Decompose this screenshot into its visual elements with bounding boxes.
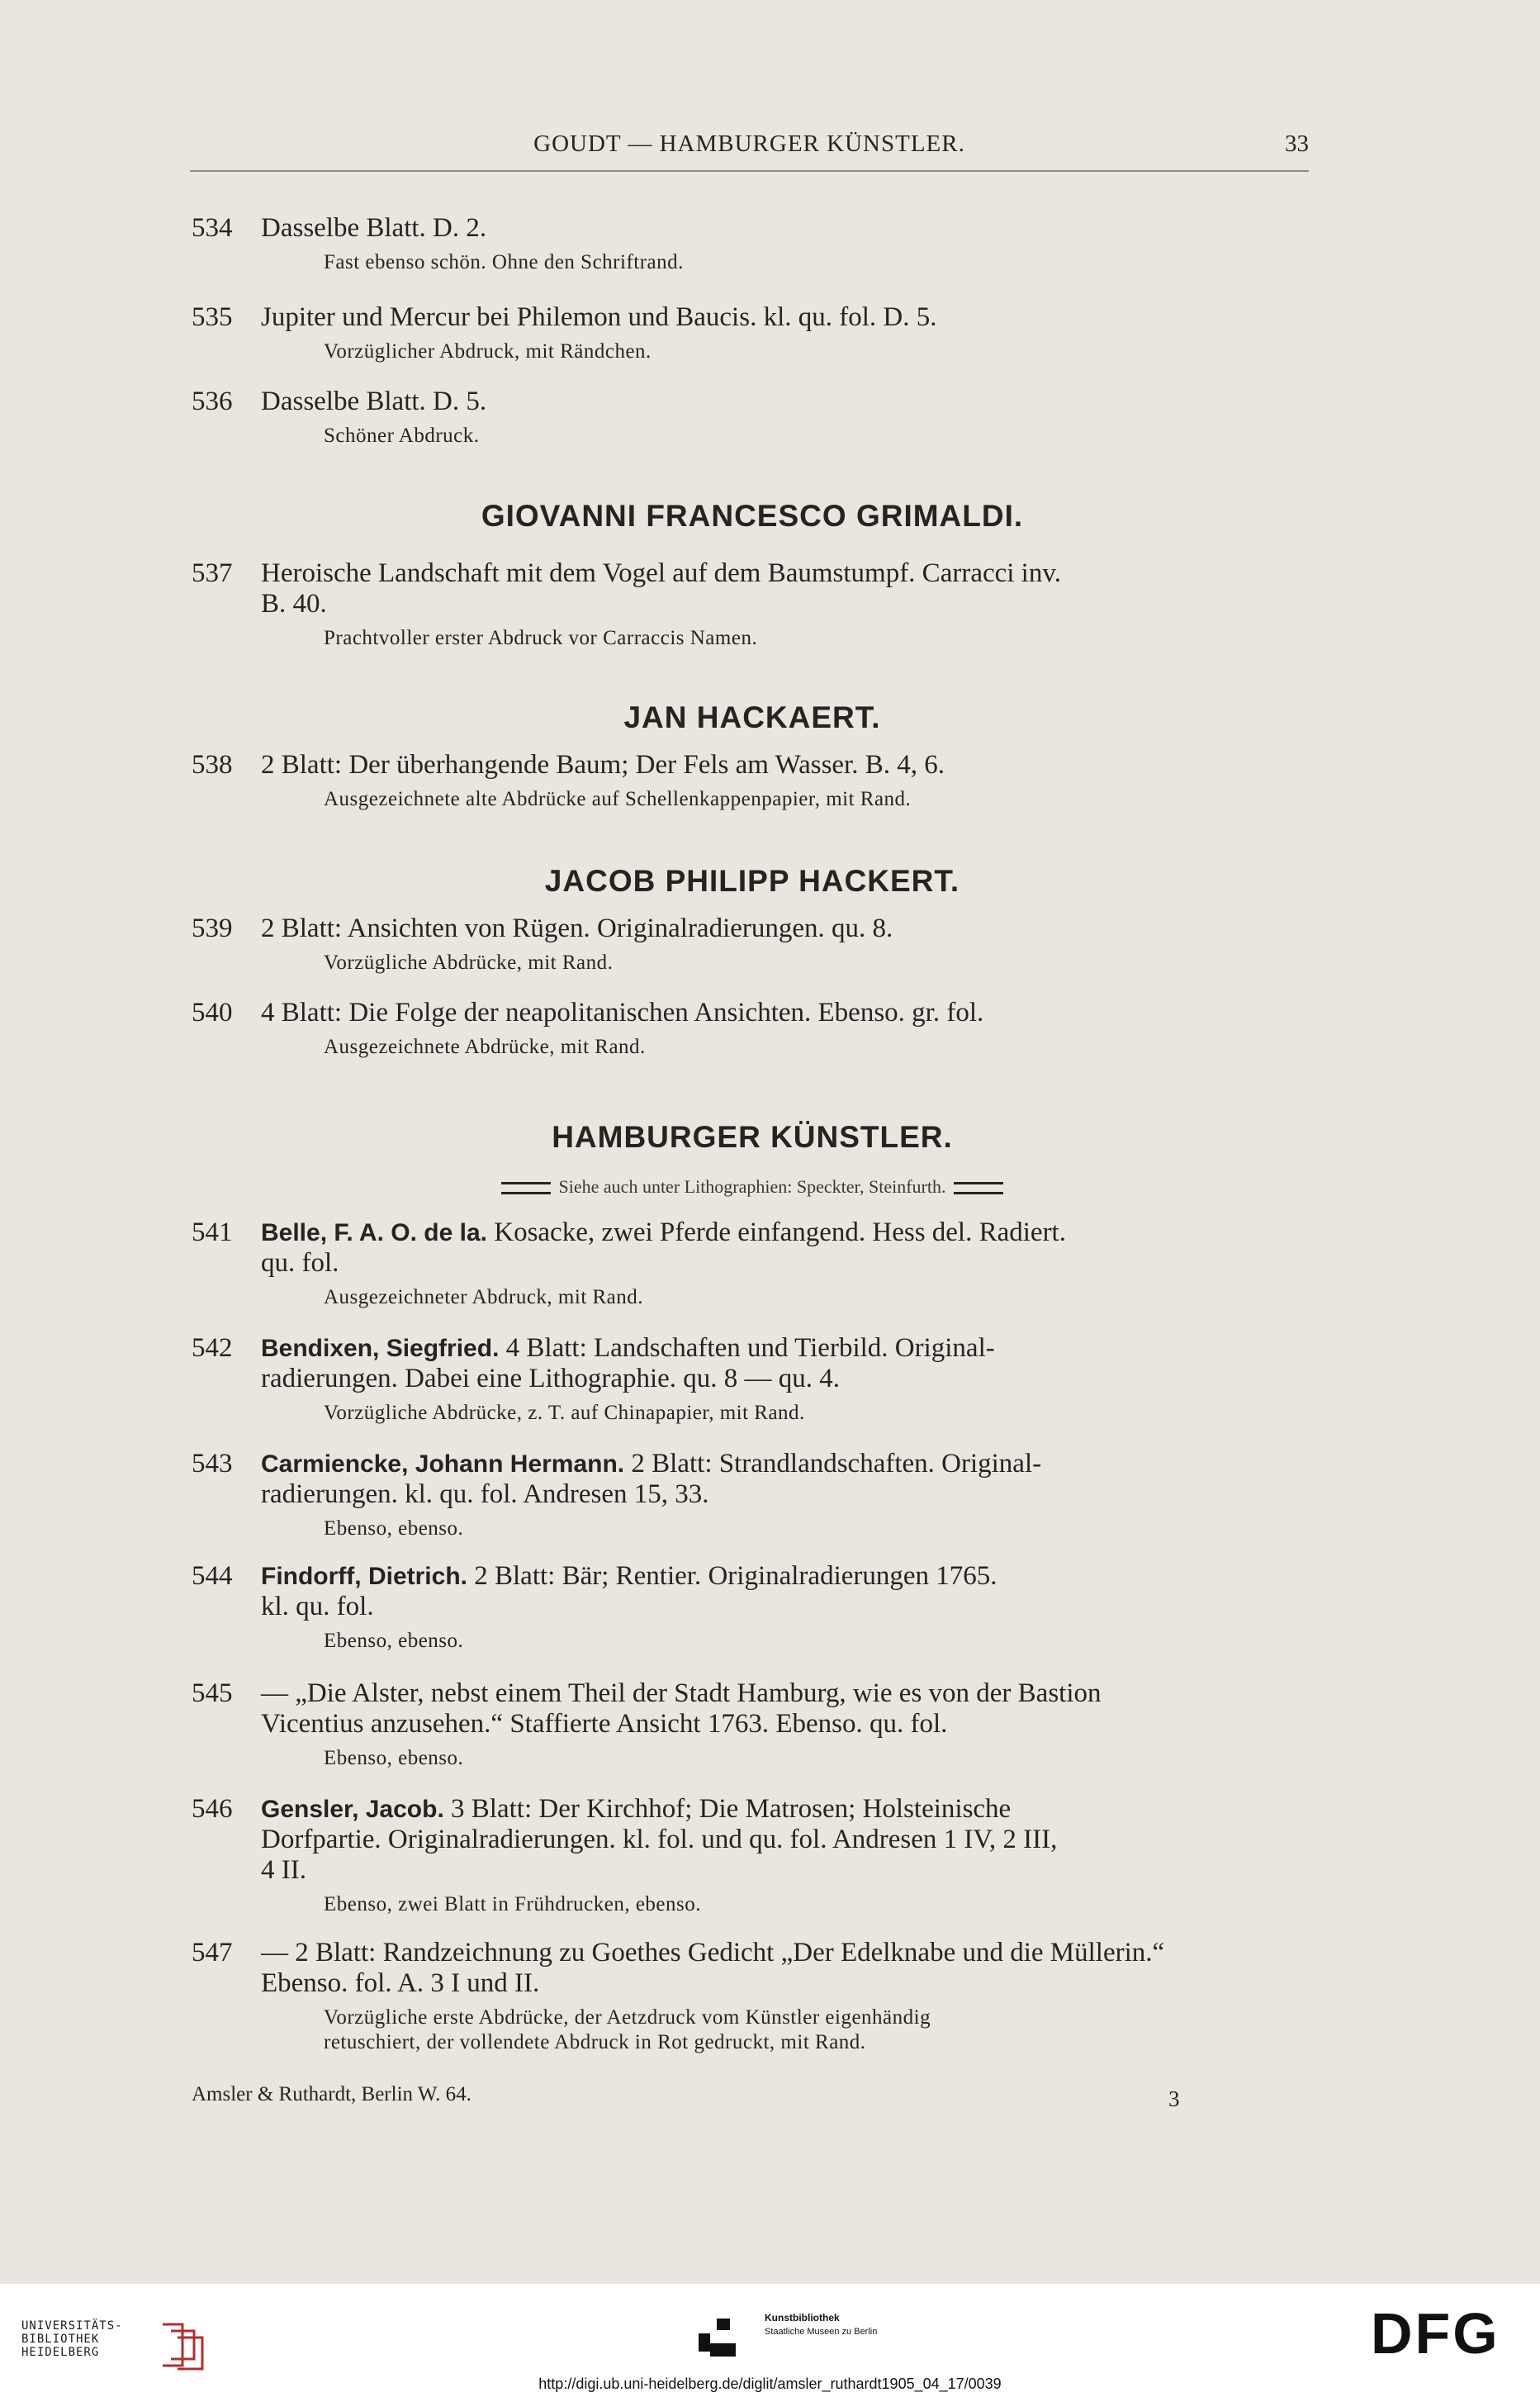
entry-description-cont: B. 40. <box>261 589 327 619</box>
condition-note: Ausgezeichnete Abdrücke, mit Rand. <box>324 1036 646 1058</box>
lot-number: 539 <box>192 914 233 943</box>
catalog-entry-539 <box>192 914 1313 975</box>
section-heading-hamburger: HAMBURGER KÜNSTLER. <box>552 1120 953 1154</box>
university-library-logo[interactable] <box>21 2319 203 2369</box>
lot-number: 546 <box>192 1794 233 1824</box>
entry-description: Dasselbe Blatt. D. 2. <box>261 213 487 243</box>
section-heading-hackert: JACOB PHILIPP HACKERT. <box>544 864 960 898</box>
condition-note: Ebenso, ebenso. <box>324 1517 464 1540</box>
entry-description: Kosacke, zwei Pferde einfangend. Hess del. Radiert. <box>486 1217 1066 1247</box>
viewer-footer-bar <box>0 2284 1540 2373</box>
cross-reference-text: Siehe auch unter Lithographien: Speckter, Steinfurth. <box>558 1176 946 1197</box>
artist-name: Belle, F. A. O. de la. <box>261 1219 487 1246</box>
lot-number: 545 <box>192 1678 233 1708</box>
lot-number: 537 <box>192 558 233 588</box>
entry-description: — 2 Blatt: Randzeichnung zu Goethes Gedicht „Der Edelknabe und die Müllerin.“ <box>261 1938 1165 1967</box>
entry-description: Heroische Landschaft mit dem Vogel auf dem Baumstumpf. Carracci inv. <box>261 558 1061 588</box>
catalog-entry-537 <box>192 558 1313 651</box>
entry-description: Dasselbe Blatt. D. 5. <box>261 387 487 416</box>
double-rule <box>501 1182 551 1194</box>
kunstbibliothek-logo[interactable] <box>699 2310 946 2360</box>
condition-note: Schöner Abdruck. <box>324 425 480 447</box>
artist-name: Gensler, Jacob. <box>261 1796 444 1823</box>
double-rule <box>954 1182 1003 1194</box>
printer-signature: 3 <box>1168 2086 1180 2111</box>
catalog-entry-545 <box>192 1678 1313 1771</box>
entry-description-cont: qu. fol. <box>261 1248 339 1278</box>
condition-note: Ausgezeichnete alte Abdrücke auf Schellenkappenpapier, mit Rand. <box>324 788 912 810</box>
kunstbibliothek-name: Kunstbibliothek <box>765 2312 840 2323</box>
kunstbibliothek-subtitle: Staatliche Museen zu Berlin <box>765 2327 878 2337</box>
condition-note: Fast ebenso schön. Ohne den Schriftrand. <box>324 251 684 273</box>
lot-number: 542 <box>192 1333 233 1363</box>
catalog-entry-542 <box>192 1333 1313 1426</box>
catalog-entry-540 <box>192 998 1313 1060</box>
condition-note: Ebenso, ebenso. <box>324 1630 464 1652</box>
entry-description-cont: Ebenso. fol. A. 3 I und II. <box>261 1968 540 1998</box>
condition-note: Vorzüglicher Abdruck, mit Rändchen. <box>324 340 652 363</box>
entry-description: 2 Blatt: Der überhangende Baum; Der Fels am Wasser. B. 4, 6. <box>261 750 945 780</box>
lot-number: 543 <box>192 1449 233 1479</box>
entry-description: 4 Blatt: Die Folge der neapolitanischen Ansichten. Ebenso. gr. fol. <box>261 998 984 1028</box>
cross-reference <box>192 1176 1313 1198</box>
catalog-entry-543 <box>192 1449 1313 1541</box>
section-heading-grimaldi: GIOVANNI FRANCESCO GRIMALDI. <box>481 499 1024 533</box>
artist-name: Bendixen, Siegfried. <box>261 1335 500 1362</box>
catalog-entry-541 <box>192 1217 1313 1310</box>
lot-number: 535 <box>192 302 233 332</box>
dfg-logo[interactable]: DFG <box>1371 2301 1500 2366</box>
entry-description: 2 Blatt: Strandlandschaften. Original- <box>624 1449 1042 1479</box>
entry-description-cont: kl. qu. fol. <box>261 1592 374 1621</box>
condition-note: Ebenso, ebenso. <box>324 1747 464 1769</box>
condition-note: Vorzügliche Abdrücke, mit Rand. <box>324 952 614 974</box>
entry-description: Jupiter und Mercur bei Philemon und Baucis. kl. qu. fol. D. 5. <box>261 302 937 332</box>
entry-description-cont: radierungen. Dabei eine Lithographie. qu. 8 — qu. 4. <box>261 1364 841 1393</box>
entry-description-cont: radierungen. kl. qu. fol. Andresen 15, 33. <box>261 1479 709 1509</box>
page-number: 33 <box>1285 131 1309 157</box>
catalog-entry-536 <box>192 387 1313 449</box>
catalog-entry-546 <box>192 1794 1313 1917</box>
catalog-entry-534 <box>192 213 1313 275</box>
catalog-entry-547 <box>192 1938 1313 2055</box>
condition-note-cont: retuschiert, der vollendete Abdruck in Rot gedruckt, mit Rand. <box>324 2031 866 2053</box>
running-head <box>190 124 1309 172</box>
heidelberg-emblem-icon <box>158 2319 206 2371</box>
artist-name: Findorff, Dietrich. <box>261 1563 467 1590</box>
condition-note: Vorzügliche erste Abdrücke, der Aetzdruck vom Künstler eigenhändig <box>324 2006 931 2029</box>
entry-description-cont: 4 II. <box>261 1855 306 1885</box>
publisher-imprint: Amsler & Ruthardt, Berlin W. 64. <box>192 2083 471 2105</box>
lot-number: 547 <box>192 1938 233 1967</box>
entry-description-cont: Dorfpartie. Originalradierungen. kl. fol. und qu. fol. Andresen 1 IV, 2 III, <box>261 1825 1058 1854</box>
university-library-wordmark: UNIVERSITÄTS- BIBLIOTHEK HEIDELBERG <box>21 2319 123 2359</box>
lot-number: 538 <box>192 750 233 780</box>
condition-note: Vorzügliche Abdrücke, z. T. auf Chinapapier, mit Rand. <box>324 1402 805 1424</box>
entry-description: 4 Blatt: Landschaften und Tierbild. Original- <box>499 1333 995 1363</box>
artist-name: Carmiencke, Johann Hermann. <box>261 1450 625 1478</box>
entry-description: 2 Blatt: Ansichten von Rügen. Originalradierungen. qu. 8. <box>261 914 893 943</box>
lot-number: 541 <box>192 1217 233 1247</box>
lot-number: 534 <box>192 213 233 243</box>
condition-note: Ebenso, zwei Blatt in Frühdrucken, ebenso. <box>324 1893 702 1915</box>
permalink-url[interactable]: http://digi.ub.uni-heidelberg.de/diglit/amsler_ruthardt1905_04_17/0039 <box>538 2376 1002 2392</box>
kunstbibliothek-mark-icon <box>699 2319 736 2357</box>
lot-number: 544 <box>192 1561 233 1591</box>
catalog-entry-538 <box>192 750 1313 812</box>
entry-description-cont: Vicentius anzusehen.“ Staffierte Ansicht 1763. Ebenso. qu. fol. <box>261 1709 948 1739</box>
condition-note: Prachtvoller erster Abdruck vor Carraccis Namen. <box>324 627 758 649</box>
entry-description: — „Die Alster, nebst einem Theil der Stadt Hamburg, wie es von der Bastion <box>261 1678 1102 1708</box>
lot-number: 540 <box>192 998 233 1028</box>
condition-note: Ausgezeichneter Abdruck, mit Rand. <box>324 1286 644 1308</box>
section-heading-hackaert: JAN HACKAERT. <box>623 700 881 734</box>
entry-description: 2 Blatt: Bär; Rentier. Originalradierungen 1765. <box>467 1561 997 1591</box>
catalog-entry-535 <box>192 302 1313 364</box>
running-title: GOUDT — HAMBURGER KÜNSTLER. <box>533 131 965 157</box>
entry-description: 3 Blatt: Der Kirchhof; Die Matrosen; Holsteinische <box>443 1794 1012 1824</box>
catalog-entry-544 <box>192 1561 1313 1654</box>
lot-number: 536 <box>192 387 233 416</box>
